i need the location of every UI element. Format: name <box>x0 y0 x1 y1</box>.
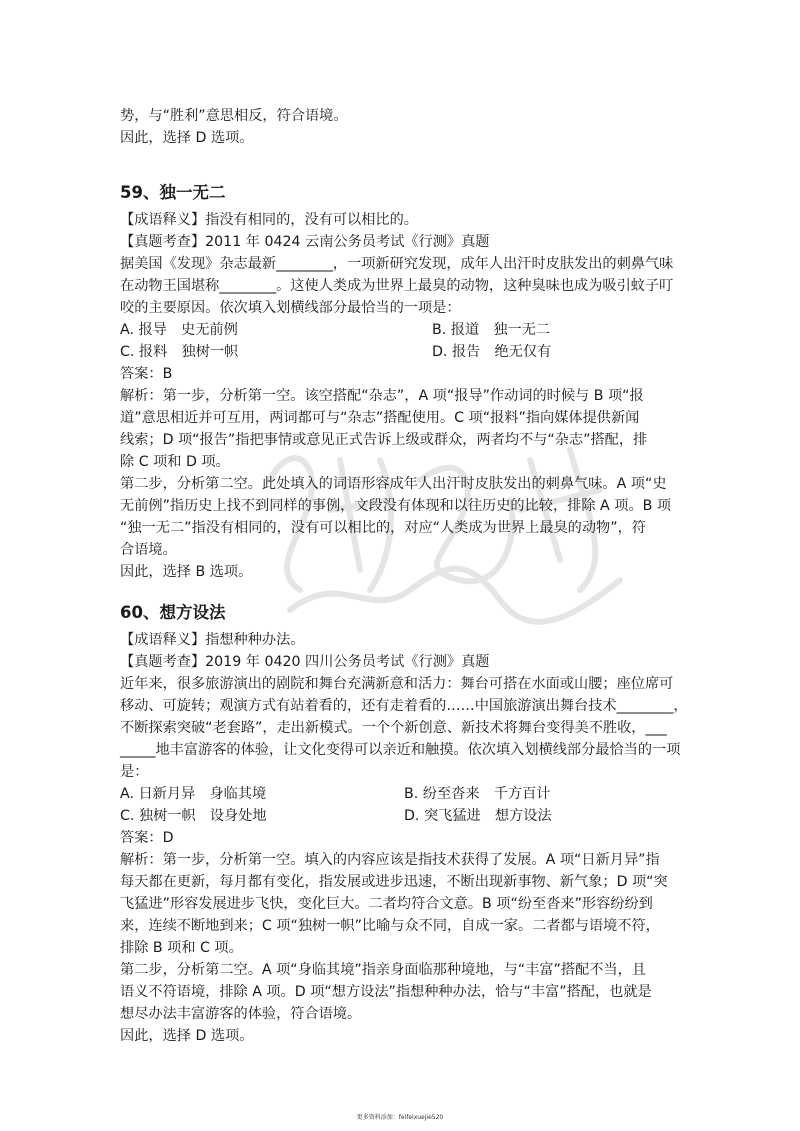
q60-option-d: D. 突飞猛进 想方设法 <box>404 808 552 824</box>
q59-option-d: D. 报告 绝无仅有 <box>432 344 552 360</box>
q60-meaning: 【成语释义】指想种种办法。 <box>120 632 305 648</box>
q60-exam-source: 【真题考查】2019 年 0420 四川公务员考试《行测》真题 <box>120 654 490 670</box>
q59-stem-line: 在动物王国堪称________。这使人类成为世界上最臭的动物，这种臭味也成为吸引蚊子叮 <box>120 278 674 294</box>
page-footer: 更多资料添加：feifeixuejie520 <box>356 1114 444 1121</box>
q60-analysis-line: 解析：第一步，分析第一空。填入的内容应该是指技术获得了发展。A 项“日新月异”指 <box>120 852 660 868</box>
continuation-line-2: 因此，选择 D 选项。 <box>120 130 254 146</box>
q60-option-a: A. 日新月异 身临其境 <box>120 786 267 802</box>
q60-option-c: C. 独树一帜 设身处地 <box>120 808 267 824</box>
q60-analysis-line: 每天都在更新，每月都有变化，指发展或进步迅速，不断出现新事物、新气象；D 项“突 <box>120 874 668 890</box>
q59-option-a: A. 报导 史无前例 <box>120 322 238 338</box>
q59-stem-line: 据美国《发现》杂志最新________，一项新研究发现，成年人出汗时皮肤发出的刺鼻气味 <box>120 256 674 272</box>
q59-analysis-line: 解析：第一步，分析第一空。该空搭配“杂志”，A 项“报导”作动词的时候与 B 项“报 <box>120 388 644 404</box>
q59-analysis-line: 第二步，分析第二空。此处填入的词语形容成年人出汗时皮肤发出的刺鼻气味。A 项“史 <box>120 476 667 492</box>
q60-analysis-line: 第二步，分析第二空。A 项“身临其境”指亲身面临那种境地，与“丰富”搭配不当，且 <box>120 962 646 978</box>
q59-conclusion: 因此，选择 B 选项。 <box>120 564 253 580</box>
q59-exam-source: 【真题考查】2011 年 0424 云南公务员考试《行测》真题 <box>120 234 490 250</box>
q59-meaning: 【成语释义】指没有相同的，没有可以相比的。 <box>120 212 418 228</box>
q60-stem-line: 不断探索突破“老套路”，走出新模式。一个个新创意、新技术将舞台变得美不胜收，___ <box>120 720 667 736</box>
q60-stem-line: 近年来，很多旅游演出的剧院和舞台充满新意和活力：舞台可搭在水面或山腰；座位席可 <box>120 676 674 692</box>
q59-heading: 59、独一无二 <box>120 183 226 202</box>
q60-analysis-line: 想尽办法丰富游客的体验，符合语境。 <box>120 1006 362 1022</box>
q59-analysis-line: 除 C 项和 D 项。 <box>120 454 230 470</box>
q60-analysis-line: 语义不符语境，排除 A 项。D 项“想方设法”指想种种办法，恰与“丰富”搭配，也就是 <box>120 984 652 1000</box>
q59-analysis-line: 无前例”指历史上找不到同样的事例，文段没有体现和以往历史的比较，排除 A 项。B 项 <box>120 498 672 514</box>
q59-option-c: C. 报料 独树一帜 <box>120 344 239 360</box>
q59-analysis-line: “独一无二”指没有相同的，没有可以相比的，对应“人类成为世界上最臭的动物”，符 <box>120 520 646 536</box>
q60-analysis-line: 排除 B 项和 C 项。 <box>120 940 243 956</box>
q59-answer: 答案：B <box>120 366 173 382</box>
q60-conclusion: 因此，选择 D 选项。 <box>120 1028 254 1044</box>
q60-analysis-line: 飞猛进”形容发展进步飞快，变化巨大。二者均符合文意。B 项“纷至沓来”形容纷纷到 <box>120 896 653 912</box>
continuation-line-1: 势，与“胜利”意思相反，符合语境。 <box>120 108 348 124</box>
q60-stem-line: _____地丰富游客的体验，让文化变得可以亲近和触摸。依次填入划横线部分最恰当的一项 <box>120 742 681 758</box>
q60-option-b: B. 纷至沓来 千方百计 <box>404 786 551 802</box>
q59-analysis-line: 合语境。 <box>120 542 177 558</box>
q60-stem-line: 是： <box>120 764 149 780</box>
q60-answer: 答案：D <box>120 830 174 846</box>
q60-analysis-line: 来，连续不断地到来；C 项“独树一帜”比喻与众不同，自成一家。二者都与语境不符， <box>120 918 660 934</box>
q59-analysis-line: 线索；D 项“报告”指把事情或意见正式告诉上级或群众，两者均不与“杂志”搭配，排 <box>120 432 648 448</box>
q60-stem-line: 移动、可旋转；观演方式有站着看的，还有走着看的……中国旅游演出舞台技术________， <box>120 698 688 714</box>
q59-stem-line: 咬的主要原因。依次填入划横线部分最恰当的一项是： <box>120 300 461 316</box>
q59-option-b: B. 报道 独一无二 <box>432 322 551 338</box>
q59-analysis-line: 道”意思相近并可互用，两词都可与“杂志”搭配使用。C 项“报料”指向媒体提供新闻 <box>120 410 640 426</box>
q60-heading: 60、想方设法 <box>120 603 226 622</box>
